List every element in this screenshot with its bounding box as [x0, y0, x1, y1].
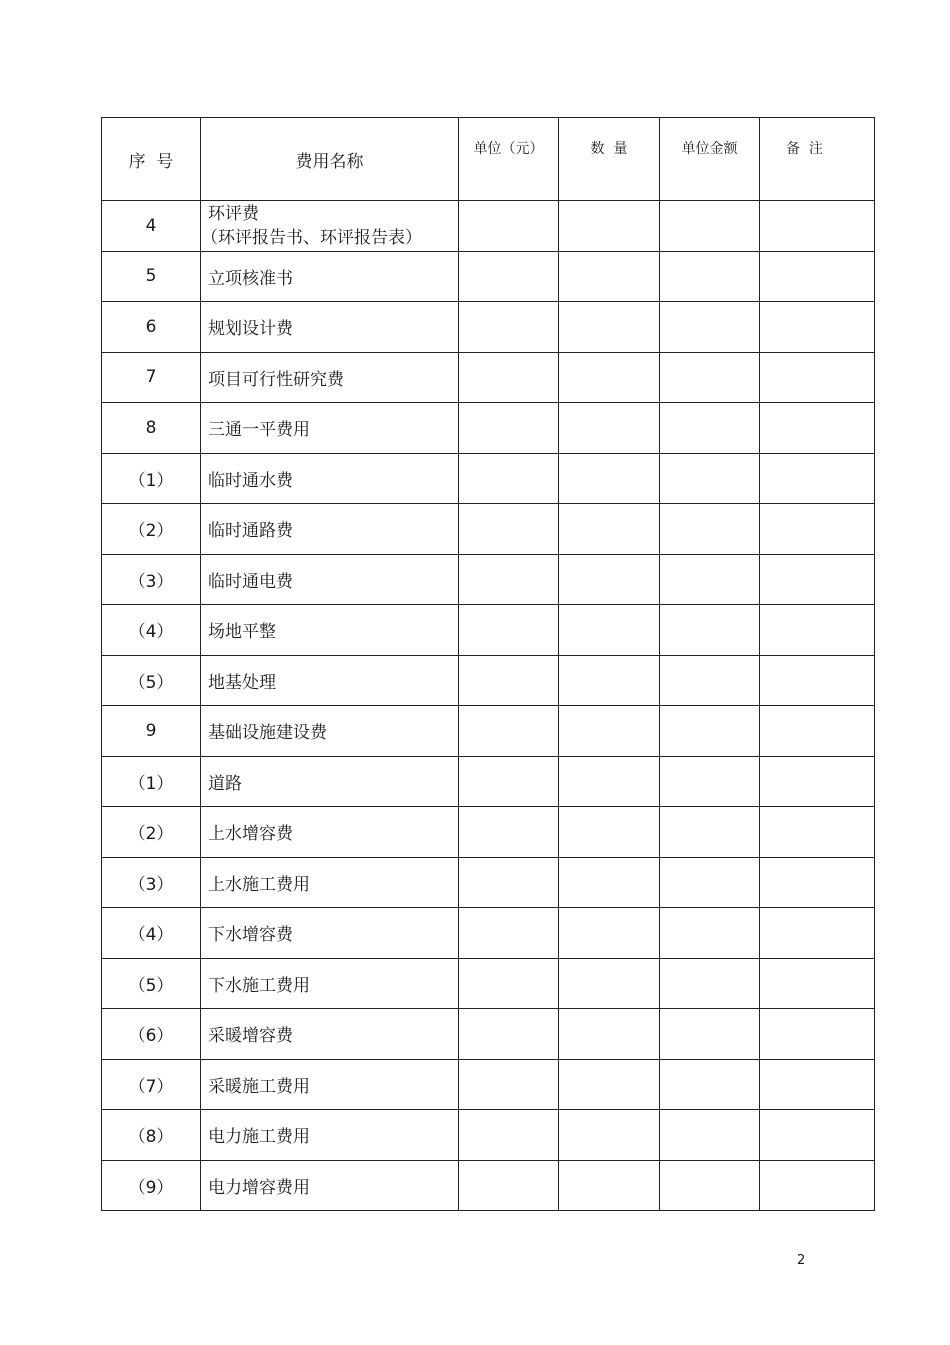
row-no: （9） [102, 1160, 201, 1211]
row-no: （7） [102, 1059, 201, 1110]
quantity-cell [559, 706, 660, 757]
quantity-cell [559, 201, 660, 252]
unit-amount-cell [660, 605, 760, 656]
unit-cell [459, 403, 559, 454]
row-name: 下水施工费用 [201, 958, 459, 1009]
remarks-cell [760, 605, 875, 656]
remarks-cell [760, 958, 875, 1009]
remarks-cell [760, 807, 875, 858]
row-name: 场地平整 [201, 605, 459, 656]
row-no: 5 [102, 251, 201, 302]
row-name: 临时通路费 [201, 504, 459, 555]
table-row [102, 706, 875, 757]
row-name: 地基处理 [201, 655, 459, 706]
unit-amount-cell [660, 655, 760, 706]
row-name: 立项核准书 [201, 251, 459, 302]
unit-amount-cell [660, 352, 760, 403]
table-row [102, 352, 875, 403]
unit-cell [459, 807, 559, 858]
quantity-cell [559, 453, 660, 504]
header-remarks: 备 注 [760, 118, 875, 201]
table-row [102, 453, 875, 504]
table-row [102, 1009, 875, 1060]
row-name: 采暖施工费用 [201, 1059, 459, 1110]
unit-amount-cell [660, 908, 760, 959]
unit-amount-cell [660, 1059, 760, 1110]
remarks-cell [760, 706, 875, 757]
unit-cell [459, 756, 559, 807]
unit-cell [459, 655, 559, 706]
row-no: （6） [102, 1009, 201, 1060]
table-row [102, 807, 875, 858]
table-row [102, 1160, 875, 1211]
row-name: 基础设施建设费 [201, 706, 459, 757]
row-no: （1） [102, 453, 201, 504]
row-no: 7 [102, 352, 201, 403]
quantity-cell [559, 655, 660, 706]
remarks-cell [760, 1160, 875, 1211]
row-no: 8 [102, 403, 201, 454]
remarks-cell [760, 1009, 875, 1060]
remarks-cell [760, 1110, 875, 1161]
unit-cell [459, 1160, 559, 1211]
table-header-row [102, 118, 875, 201]
unit-cell [459, 352, 559, 403]
unit-cell [459, 1110, 559, 1161]
header-unit-amount: 单位金额 [660, 118, 760, 201]
quantity-cell [559, 756, 660, 807]
quantity-cell [559, 251, 660, 302]
row-name: 项目可行性研究费 [201, 352, 459, 403]
table-row [102, 302, 875, 353]
remarks-cell [760, 201, 875, 252]
row-no: （3） [102, 554, 201, 605]
unit-cell [459, 1009, 559, 1060]
row-name: 采暖增容费 [201, 1009, 459, 1060]
remarks-cell [760, 655, 875, 706]
unit-amount-cell [660, 756, 760, 807]
quantity-cell [559, 352, 660, 403]
header-no: 序 号 [102, 118, 201, 201]
remarks-cell [760, 1059, 875, 1110]
quantity-cell [559, 403, 660, 454]
quantity-cell [559, 1059, 660, 1110]
quantity-cell [559, 504, 660, 555]
row-no: （2） [102, 504, 201, 555]
row-no: 6 [102, 302, 201, 353]
table-row [102, 1110, 875, 1161]
quantity-cell [559, 554, 660, 605]
table-row [102, 554, 875, 605]
table-body [102, 201, 875, 1211]
row-name: 上水施工费用 [201, 857, 459, 908]
unit-cell [459, 201, 559, 252]
row-no: （8） [102, 1110, 201, 1161]
unit-cell [459, 958, 559, 1009]
table-row [102, 655, 875, 706]
table-row [102, 504, 875, 555]
row-name: 电力增容费用 [201, 1160, 459, 1211]
remarks-cell [760, 857, 875, 908]
table-row [102, 201, 875, 252]
cost-table [101, 117, 875, 1211]
row-no: （4） [102, 605, 201, 656]
table-row [102, 908, 875, 959]
remarks-cell [760, 908, 875, 959]
unit-amount-cell [660, 1160, 760, 1211]
quantity-cell [559, 1009, 660, 1060]
unit-amount-cell [660, 807, 760, 858]
header-name: 费用名称 [201, 118, 459, 201]
table-row [102, 251, 875, 302]
remarks-cell [760, 756, 875, 807]
row-name [201, 201, 459, 252]
quantity-cell [559, 605, 660, 656]
unit-cell [459, 554, 559, 605]
quantity-cell [559, 807, 660, 858]
unit-amount-cell [660, 251, 760, 302]
page-number: 2 [797, 1253, 806, 1268]
header-quantity: 数 量 [559, 118, 660, 201]
row-no: （5） [102, 655, 201, 706]
row-no: 4 [102, 201, 201, 252]
quantity-cell [559, 1160, 660, 1211]
remarks-cell [760, 504, 875, 555]
unit-cell [459, 504, 559, 555]
unit-cell [459, 1059, 559, 1110]
row-name: 电力施工费用 [201, 1110, 459, 1161]
quantity-cell [559, 857, 660, 908]
table-row [102, 756, 875, 807]
quantity-cell [559, 302, 660, 353]
remarks-cell [760, 302, 875, 353]
table-row [102, 605, 875, 656]
row-name: 三通一平费用 [201, 403, 459, 454]
unit-amount-cell [660, 706, 760, 757]
remarks-cell [760, 403, 875, 454]
unit-amount-cell [660, 504, 760, 555]
quantity-cell [559, 958, 660, 1009]
row-name: 临时通电费 [201, 554, 459, 605]
table-row [102, 1059, 875, 1110]
unit-amount-cell [660, 1009, 760, 1060]
unit-amount-cell [660, 453, 760, 504]
unit-amount-cell [660, 958, 760, 1009]
unit-cell [459, 605, 559, 656]
row-no: （3） [102, 857, 201, 908]
row-name-line2: （环评报告书、环评报告表） [201, 227, 422, 248]
remarks-cell [760, 251, 875, 302]
unit-amount-cell [660, 554, 760, 605]
unit-cell [459, 706, 559, 757]
row-name: 道路 [201, 756, 459, 807]
table-row [102, 403, 875, 454]
row-name: 上水增容费 [201, 807, 459, 858]
header-unit: 单位（元） [459, 118, 559, 201]
unit-cell [459, 251, 559, 302]
row-no: （1） [102, 756, 201, 807]
row-name-line1: 环评费 [208, 203, 259, 224]
row-no: （5） [102, 958, 201, 1009]
quantity-cell [559, 908, 660, 959]
row-no: （2） [102, 807, 201, 858]
remarks-cell [760, 554, 875, 605]
table-row [102, 857, 875, 908]
remarks-cell [760, 352, 875, 403]
unit-cell [459, 908, 559, 959]
quantity-cell [559, 1110, 660, 1161]
unit-amount-cell [660, 403, 760, 454]
unit-cell [459, 857, 559, 908]
unit-amount-cell [660, 1110, 760, 1161]
unit-cell [459, 453, 559, 504]
unit-amount-cell [660, 201, 760, 252]
table-row [102, 958, 875, 1009]
row-name: 规划设计费 [201, 302, 459, 353]
row-name: 临时通水费 [201, 453, 459, 504]
unit-cell [459, 302, 559, 353]
remarks-cell [760, 453, 875, 504]
row-no: （4） [102, 908, 201, 959]
unit-amount-cell [660, 302, 760, 353]
row-name: 下水增容费 [201, 908, 459, 959]
row-no: 9 [102, 706, 201, 757]
unit-amount-cell [660, 857, 760, 908]
